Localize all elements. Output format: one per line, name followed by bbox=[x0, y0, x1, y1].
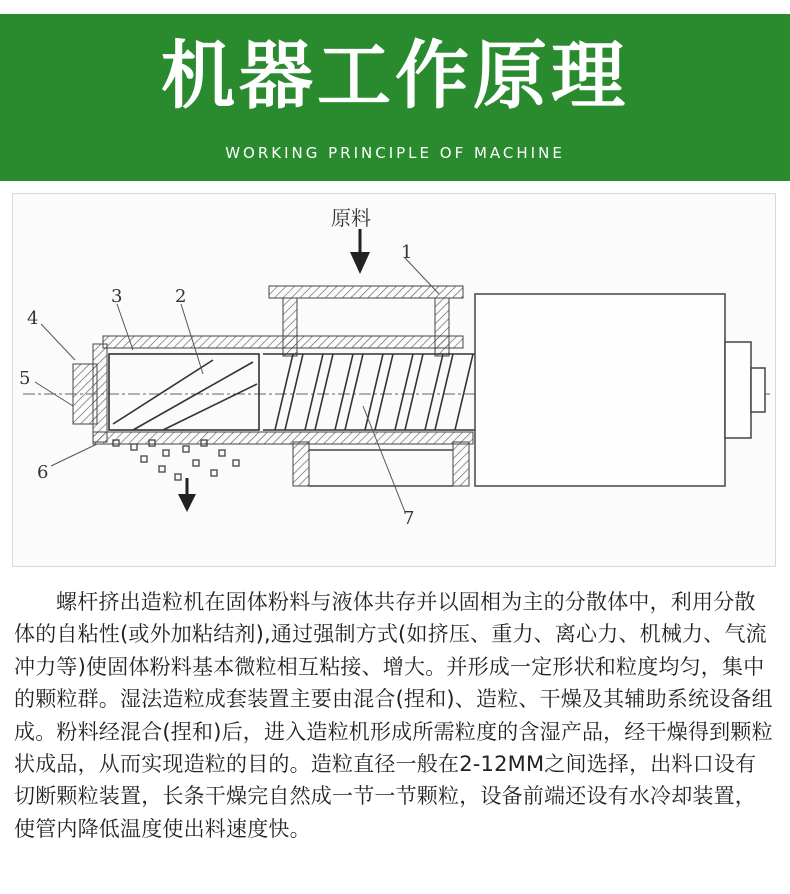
part-number-2: 2 bbox=[175, 286, 187, 307]
page-title: 机器工作原理 bbox=[161, 33, 629, 119]
part-number-4: 4 bbox=[27, 308, 39, 329]
drive-motor bbox=[475, 294, 765, 486]
feed-label: 原料 bbox=[331, 206, 371, 230]
part-number-3: 3 bbox=[111, 286, 123, 307]
die-plate bbox=[73, 344, 107, 442]
output-arrow-head bbox=[178, 494, 196, 512]
machine-diagram bbox=[12, 193, 776, 567]
barrel bbox=[93, 336, 473, 486]
part-number-7: 7 bbox=[403, 508, 415, 529]
diagram-drawing bbox=[13, 194, 775, 566]
feed-arrow-head bbox=[350, 252, 370, 274]
part-number-1: 1 bbox=[401, 242, 413, 263]
page-subtitle: WORKING PRINCIPLE OF MACHINE bbox=[225, 144, 565, 162]
granulating-rotor bbox=[109, 354, 259, 430]
part-number-5: 5 bbox=[19, 368, 31, 389]
granules bbox=[113, 440, 239, 480]
description-paragraph: 螺杆挤出造粒机在固体粉料与液体共存并以固相为主的分散体中，利用分散体的自粘性(或外加粘结剂),通过强制方式(如挤压、重力、离心力、机械力、气流冲力等)使固体粉料基本微粒相互粘接、增大。并形成一定形状和粒度均匀，集中的颗粒群。湿法造粒成套装置主要由混合(捏和)、造粒、干燥及其辅助系统设备组成。粉料经混合(捏和)后，进入造粒机形成所需粒度的含湿产品，经干燥得到颗粒状成品，从而实现造粒的目的。造粒直径一般在2-12MM之间选择，出料口设有切断颗粒装置，长条干燥完自然成一节一节颗粒，设备前端还设有水冷却装置，使管内降低温度使出料速度快。 bbox=[14, 590, 773, 841]
screw-flights bbox=[263, 354, 483, 430]
part-number-6: 6 bbox=[37, 462, 49, 483]
